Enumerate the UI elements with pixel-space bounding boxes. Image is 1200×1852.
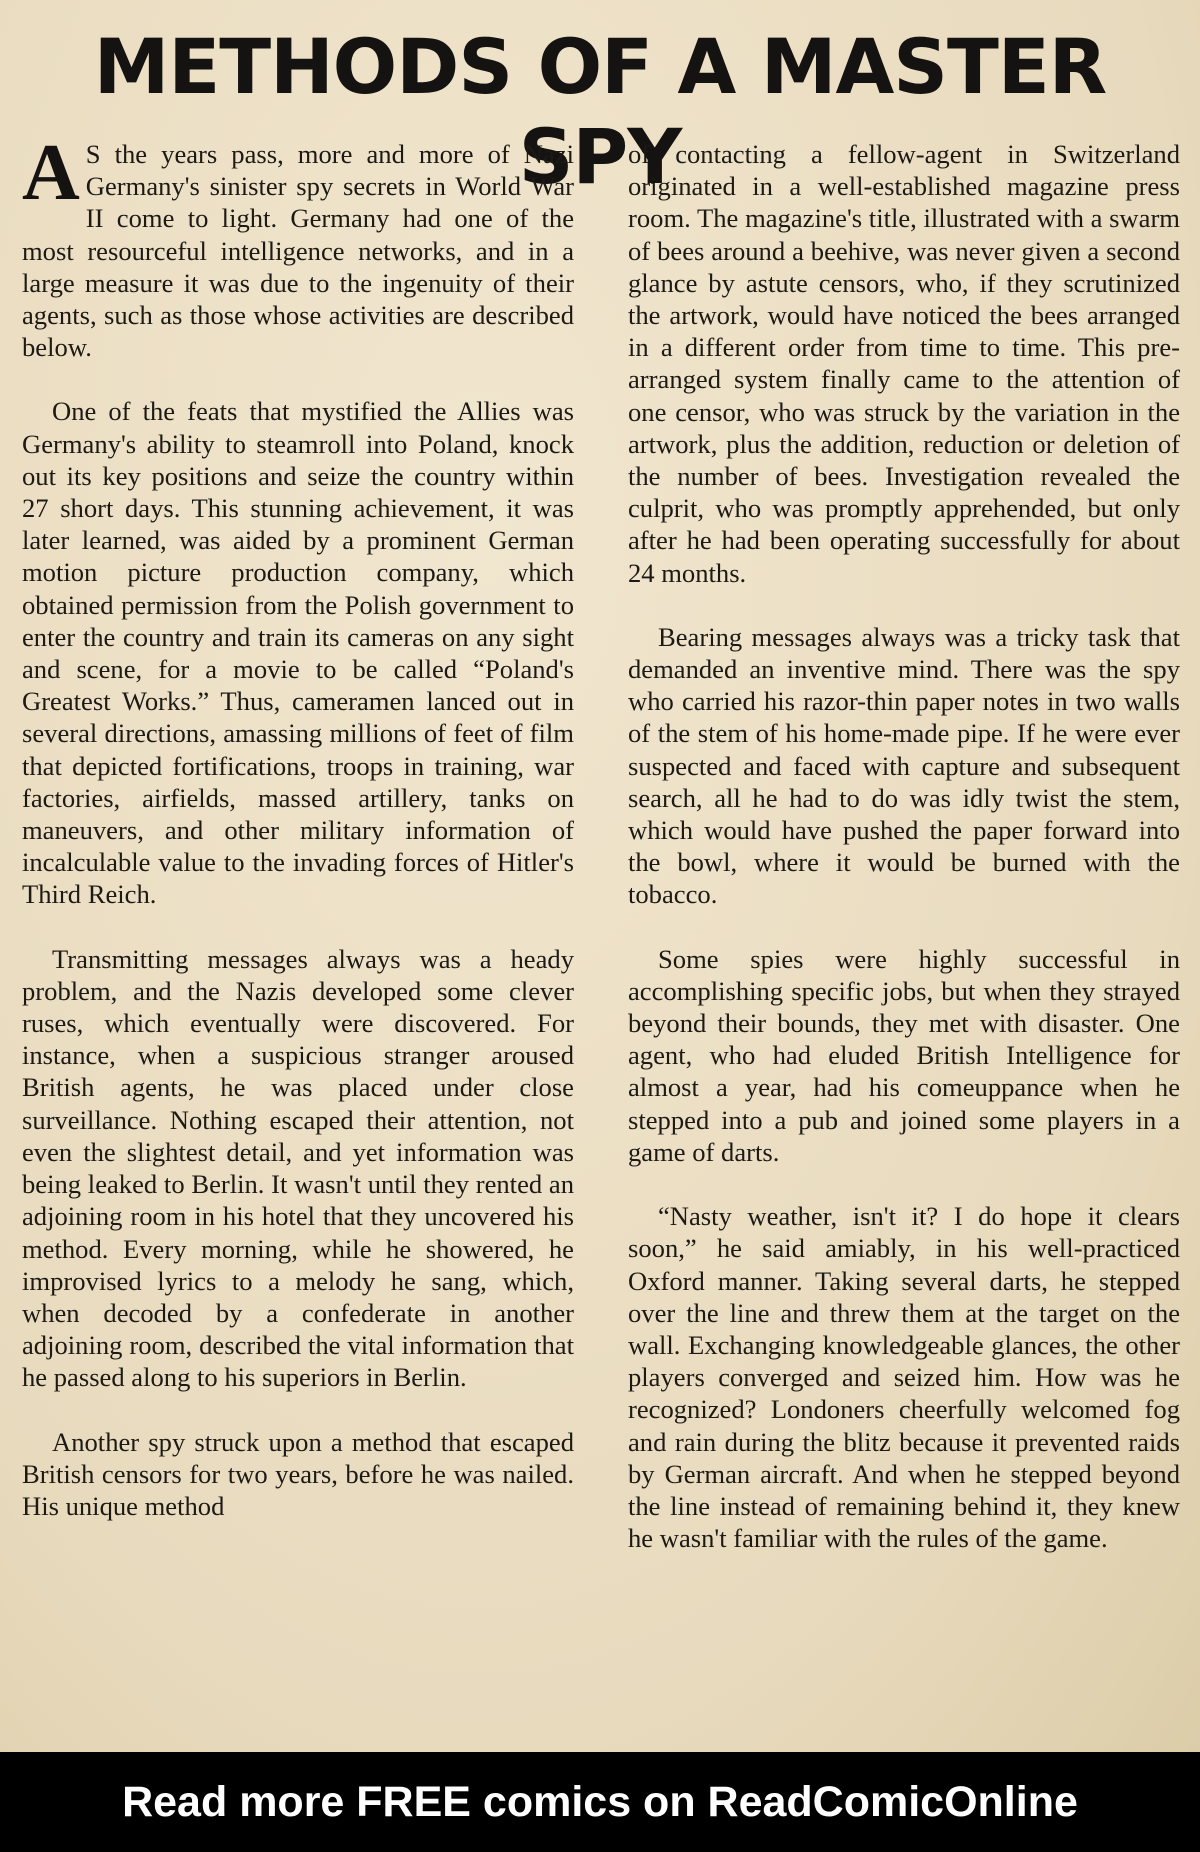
left-column [22, 129, 574, 1554]
paragraph-darts-story: “Nasty weather, isn't it? I do hope it clears soon,” he said amiably, in his well-practiced Oxford manner. Taking several darts, he stepped over the line and threw them at the target on the wall. Exchanging knowledgeable glances, the other players converged and seized him. How was he recognized? Londoners cheerfully welcomed fog and rain during the blitz because it prevented raids by German aircraft. And when he stepped beyond the line instead of remaining behind it, they knew he wasn't familiar with the rules of the game. [628, 1201, 1180, 1554]
paragraph-pipe: Bearing messages always was a tricky task that demanded an inventive mind. There was the spy who carried his razor-thin paper notes in two walls of the stem of his home-made pipe. If he were ever suspected and faced with capture and subsequent search, all he had to do was idly twist the stem, which would have pushed the paper forward into the bowl, where it would be burned with the tobacco. [628, 621, 1180, 910]
paragraph-censors: Another spy struck upon a method that escaped British censors for two years, before he was nailed. His unique method [22, 1426, 574, 1521]
paragraph-transmitting: Transmitting messages always was a heady problem, and the Nazis developed some clever ruses, which eventually were discovered. For instance, when a suspicious stranger aroused British agents, he was placed under close surveillance. Nothing escaped their attention, not even the slightest detail, and yet information was being leaked to Berlin. It wasn't until they rented an adjoining room in his hotel that they uncovered his method. Every morning, while he showered, he improvised lyrics to a melody he sang, which, when decoded by a confederate in another adjoining room, described the vital information that he passed along to his superiors in Berlin. [22, 943, 574, 1393]
intro-text: S the years pass, more and more of Nazi Germany's sinister spy secrets in World War II come to light. Germany had one of the most resourceful intelligence networks, and in a large measure it was due to the ingenuity of their agents, such as those whose activities are described below. [22, 139, 574, 363]
article-title: METHODS OF A MASTER SPY [93, 22, 1107, 201]
right-column [628, 138, 1180, 1586]
paragraph-bees: of contacting a fellow-agent in Switzerland originated in a well-established magazine press room. The magazine's title, illustrated with a swarm of bees around a beehive, was never given a second glance by astute censors, who, if they scrutinized the artwork, would have noticed the bees arranged in a different order from time to time. This pre-arranged system finally came to the attention of one censor, who was struck by the variation in the artwork, plus the addition, reduction or deletion of the number of bees. Investigation revealed the culprit, who was promptly apprehended, but only after he had been operating successfully for about 24 months. [628, 139, 1180, 588]
drop-cap: A [22, 129, 80, 217]
paragraph-intro [22, 129, 574, 363]
footer-banner[interactable] [0, 1752, 1200, 1852]
paragraph-darts-intro: Some spies were highly successful in accomplishing specific jobs, but when they strayed beyond their bounds, they met with disaster. One agent, who had eluded British Intelligence for almost a year, had his comeuppance when he stepped into a pub and joined some players in a game of darts. [628, 943, 1180, 1167]
paragraph-poland: One of the feats that mystified the Allies was Germany's ability to steamroll into Poland, knock out its key positions and seize the country within 27 short days. This stunning achievement, it was later learned, was aided by a prominent German motion picture production company, which obtained permission from the Polish government to enter the country and train its cameras on any sight and scene, for a movie to be called “Poland's Greatest Works.” Thus, cameramen lanced out in several directions, amassing millions of feet of film that depicted fortifications, troops in training, war factories, airfields, massed artillery, tanks on maneuvers, and other military information of incalculable value to the invading forces of Hitler's Third Reich. [22, 396, 574, 910]
footer-link-text[interactable]: Read more FREE comics on ReadComicOnline [122, 1778, 1078, 1826]
